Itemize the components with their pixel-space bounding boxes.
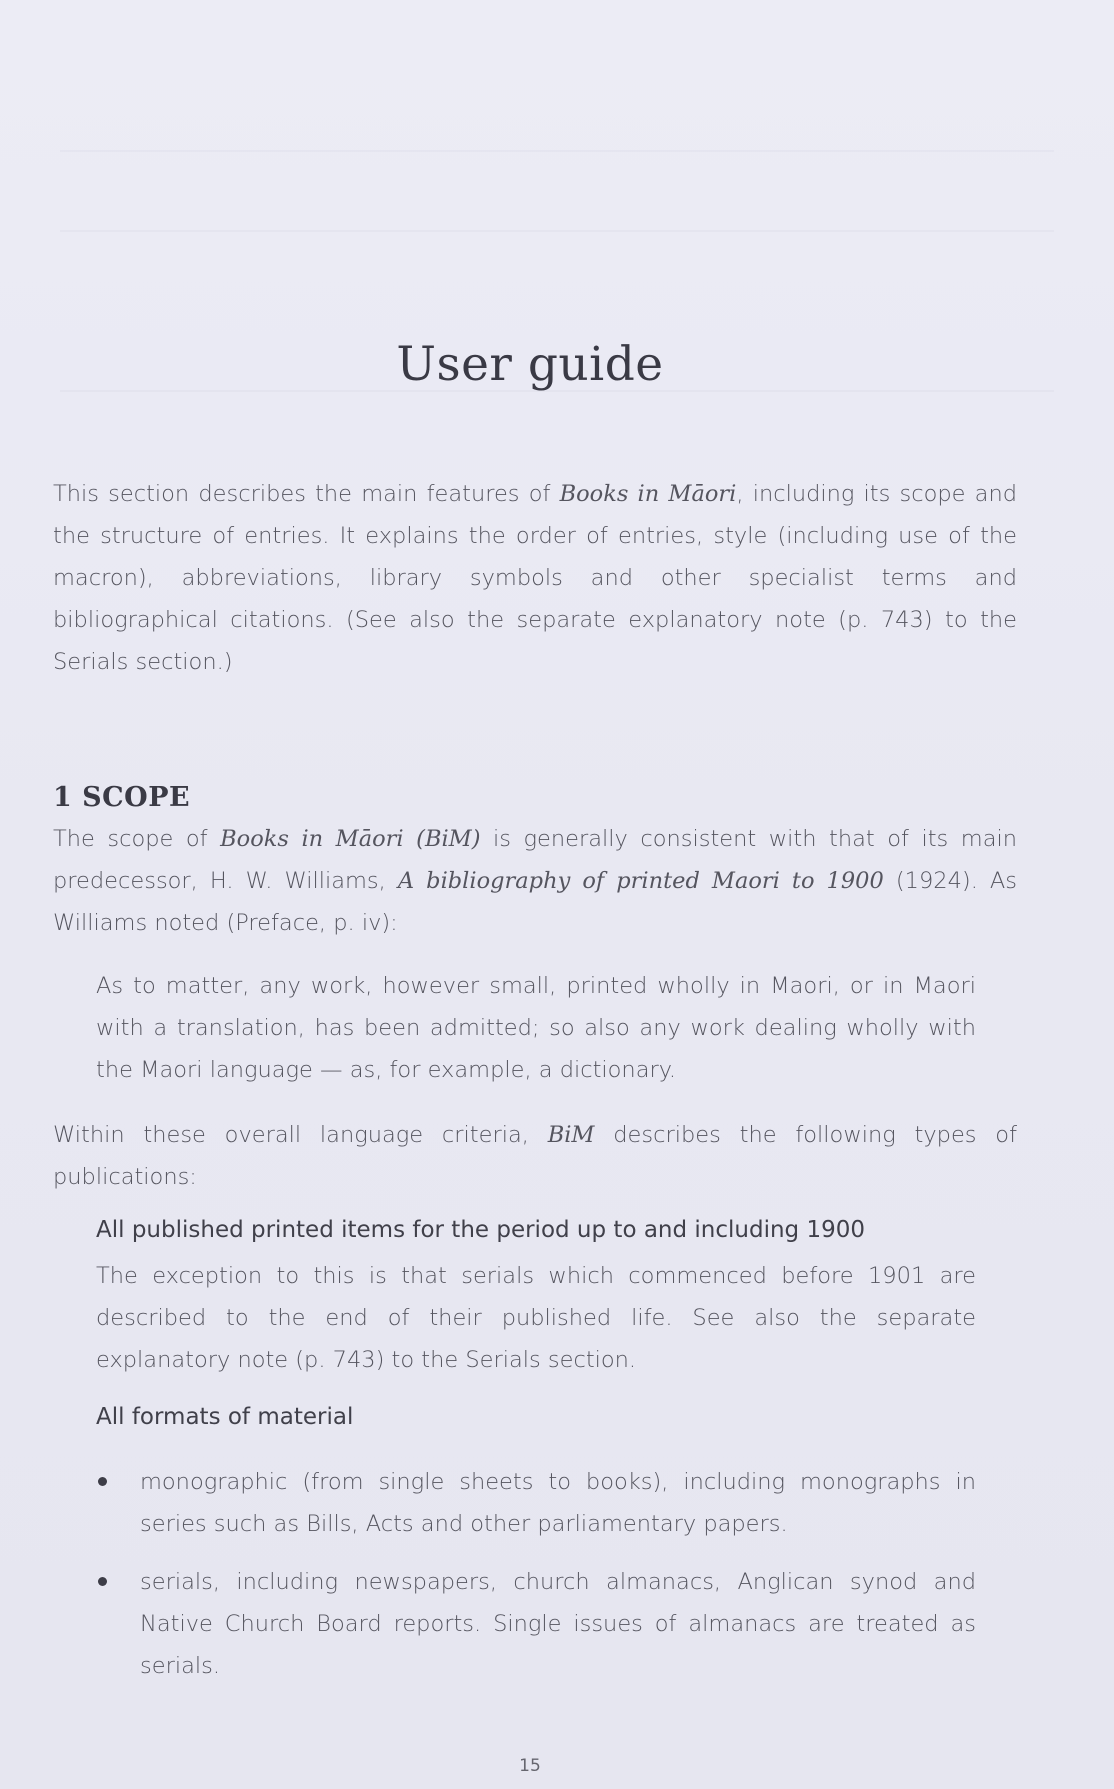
- list-item: [96, 1461, 976, 1545]
- scope-book-title: Books in Māori (BiM): [220, 826, 481, 852]
- intro-book-title: Books in Māori: [559, 481, 737, 507]
- printed-items-description: The exception to this is that serials which commenced before 1901 are described to the end of their published life. See also the separate explanatory note (p. 743) to the Serials section.: [96, 1263, 976, 1373]
- page-title: User guide: [396, 337, 664, 393]
- criteria-paragraph: [53, 1114, 1017, 1198]
- subheading-printed-items: All published printed items for the period up to and including 1900: [96, 1217, 865, 1243]
- criteria-text-1: Within these overall language criteria,: [53, 1122, 548, 1148]
- scope-text-1: The scope of: [53, 826, 221, 852]
- bullet-icon: [98, 1477, 107, 1486]
- scope-paragraph: [53, 818, 1017, 944]
- intro-paragraph: [53, 473, 1017, 683]
- criteria-abbreviation: BiM: [547, 1122, 595, 1148]
- criteria-text-2: describes the following types of publications:: [53, 1122, 1017, 1190]
- bullet-icon: [98, 1577, 107, 1586]
- list-item-text: monographic (from single sheets to books), including monographs in series such as Bills, Acts and other parliamentary papers.: [140, 1469, 976, 1537]
- list-item-text: serials, including newspapers, church almanacs, Anglican synod and Native Church Board reports. Single issues of almanacs are treated as serials.: [140, 1569, 976, 1679]
- section-heading-scope: 1 SCOPE: [53, 782, 191, 814]
- page-number: 15: [519, 1756, 541, 1776]
- formats-list: [96, 1461, 976, 1703]
- intro-text-2: , including its scope and the structure of entries. It explains the order of entries, style (including use of the macron), abbreviations, library symbols and other specialist terms and bibliographical citations. (See also the separate explanatory note (p. 743) to the Serials section.): [53, 481, 1018, 675]
- scope-reference-title: A bibliography of printed Maori to 1900: [397, 868, 884, 894]
- bleed-through-line: [60, 150, 1054, 152]
- list-item: [96, 1561, 976, 1687]
- scope-text-2: is generally consistent with that of its main predecessor, H. W. Williams,: [53, 826, 1017, 894]
- subheading-formats: All formats of material: [96, 1404, 354, 1430]
- bleed-through-line: [60, 230, 1054, 232]
- scope-text-3: (1924). As Williams noted (Preface, p. iv):: [53, 868, 1018, 936]
- block-quote: As to matter, any work, however small, printed wholly in Maori, or in Maori with a translation, has been admitted; so also any work dealing wholly with the Maori language — as, for example, a dictionary.: [96, 973, 976, 1083]
- intro-text-1: This section describes the main features of: [53, 481, 560, 507]
